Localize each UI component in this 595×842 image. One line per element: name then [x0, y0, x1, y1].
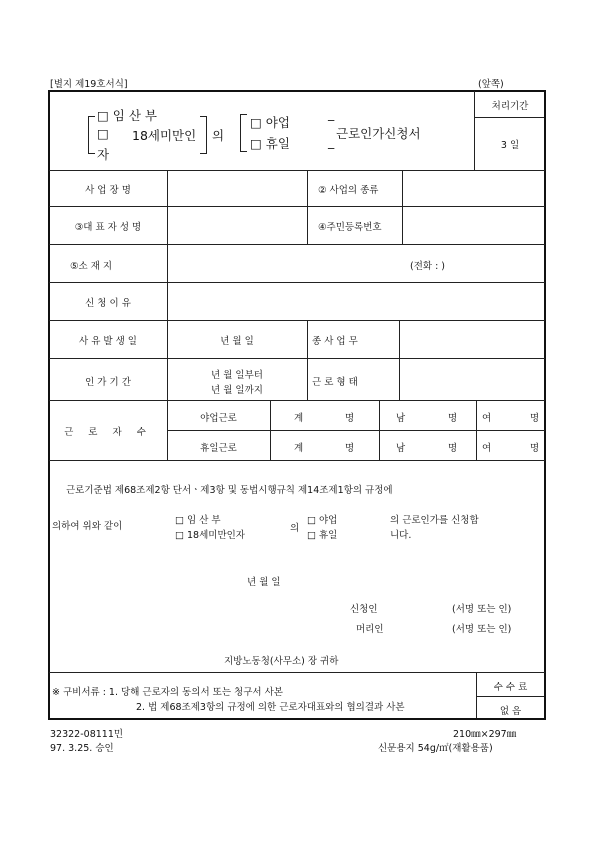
form-code: 32322-08111민: [50, 729, 124, 740]
grid-line: [49, 282, 545, 283]
grid-vline: [307, 170, 308, 244]
night-female-label: 여: [482, 413, 492, 424]
holiday-work-label: 휴일근로: [200, 443, 237, 454]
right-bracket-open: [240, 114, 247, 152]
left-bracket-open: [88, 116, 95, 154]
head-label: 머리인: [356, 624, 384, 635]
holiday-total-label: 계: [294, 443, 304, 454]
period-label: 인 가 기 간: [85, 377, 131, 388]
night-work-label: 야업근로: [200, 413, 237, 424]
resident-number-label: ④주민등록번호: [318, 222, 382, 233]
head-signature: (서명 또는 인): [452, 624, 512, 635]
page-title: 근로인가신청서: [336, 126, 421, 141]
required-docs-2: 2. 법 제68조제3항의 규정에 의한 근로자대표와의 협의결과 사본: [136, 702, 405, 713]
paper-size: 210㎜×297㎜: [453, 729, 517, 740]
duty-label: 종 사 업 무: [312, 336, 358, 347]
statement-option-pregnant: □ 임 산 부: [175, 515, 221, 526]
title-option-minor: 18세미만인: [132, 128, 197, 143]
processing-divider: [474, 117, 544, 118]
grid-line: [49, 460, 545, 461]
night-total-unit: 명: [345, 413, 355, 424]
statement-line-2-suffix: 의 근로인가를 신청합: [390, 515, 479, 526]
workers-label: 근 로 자 수: [64, 427, 152, 438]
grid-vline: [402, 170, 403, 244]
work-type-label: 근 로 형 태: [312, 377, 358, 388]
grid-line: [476, 696, 544, 697]
applicant-label: 신청인: [350, 604, 378, 615]
grid-vline: [399, 320, 400, 400]
paper-spec: 신문용지 54g/㎡(재활용품): [378, 743, 493, 754]
form-number: [별지 제19호서식]: [50, 79, 128, 90]
night-female-unit: 명: [530, 413, 540, 424]
approval-date: 97. 3.25. 승인: [50, 743, 114, 754]
night-total-label: 계: [294, 413, 304, 424]
page-side: (앞쪽): [478, 79, 504, 90]
period-to: 년 월 일까지: [211, 385, 263, 396]
statement-option-night: □ 야업: [307, 515, 338, 526]
title-option-minor-box: □: [97, 126, 109, 141]
phone-field: (전화 : ): [410, 261, 446, 272]
grid-line: [49, 206, 545, 207]
title-option-minor-suffix: 자: [97, 147, 110, 162]
required-docs-1: ※ 구비서류 : 1. 당해 근로자의 동의서 또는 청구서 사본: [52, 687, 283, 698]
processing-period-label: 처리기간: [491, 101, 529, 112]
grid-vline: [379, 400, 380, 460]
left-bracket-close: [200, 116, 207, 154]
applicant-signature: (서명 또는 인): [452, 604, 512, 615]
holiday-male-label: 남: [396, 443, 406, 454]
reason-label: 신 청 이 유: [85, 298, 131, 309]
statement-option-holiday: □ 휴일: [307, 530, 338, 541]
addressee: 지방노동청(사무소) 장 귀하: [224, 656, 339, 667]
grid-line: [49, 672, 545, 673]
holiday-female-unit: 명: [530, 443, 540, 454]
grid-line: [49, 358, 545, 359]
application-date: 년 월 일: [247, 577, 281, 588]
grid-line: [167, 430, 545, 431]
title-divider: [474, 91, 475, 170]
representative-name-label: ③대 표 자 성 명: [74, 222, 142, 233]
statement-option-minor: □ 18세미만인자: [175, 530, 245, 541]
period-from: 년 월 일부터: [211, 370, 263, 381]
grid-line: [49, 170, 545, 171]
title-option-holiday: □ 휴일: [250, 136, 290, 151]
night-male-unit: 명: [448, 413, 458, 424]
statement-line-2-end: 니다.: [390, 530, 412, 541]
reason-date-value: 년 월 일: [220, 336, 254, 347]
holiday-male-unit: 명: [448, 443, 458, 454]
grid-vline: [476, 400, 477, 460]
title-option-night: □ 야업: [250, 115, 290, 130]
location-label: ⑤소 재 지: [70, 261, 113, 272]
holiday-total-unit: 명: [345, 443, 355, 454]
fee-label: 수 수 료: [493, 682, 528, 693]
frame-right: [544, 90, 546, 720]
grid-vline: [307, 320, 308, 400]
title-particle: 의: [212, 128, 225, 143]
frame-top: [48, 90, 546, 92]
business-type-label: ② 사업의 종류: [318, 185, 379, 196]
statement-particle: 의: [290, 523, 300, 534]
grid-line: [49, 400, 545, 401]
statement-line-2-prefix: 의하여 위와 같이: [52, 521, 123, 532]
frame-bottom: [48, 718, 546, 720]
title-dash-1: _: [328, 106, 335, 121]
reason-date-label: 사 유 발 생 일: [79, 336, 137, 347]
fee-value: 없 음: [499, 706, 522, 717]
grid-line: [49, 244, 545, 245]
business-name-label: 사 업 장 명: [85, 185, 131, 196]
statement-line-1: 근로기준법 제68조제2항 단서ㆍ제3항 및 동법시행규칙 제14조제1항의 규정에: [66, 485, 393, 496]
holiday-female-label: 여: [482, 443, 492, 454]
processing-period-value: 3 일: [500, 140, 520, 151]
night-male-label: 남: [396, 413, 406, 424]
title-dash-2: _: [328, 134, 335, 149]
grid-vline: [270, 400, 271, 460]
title-option-pregnant: □ 임 산 부: [97, 108, 157, 123]
grid-line: [49, 320, 545, 321]
